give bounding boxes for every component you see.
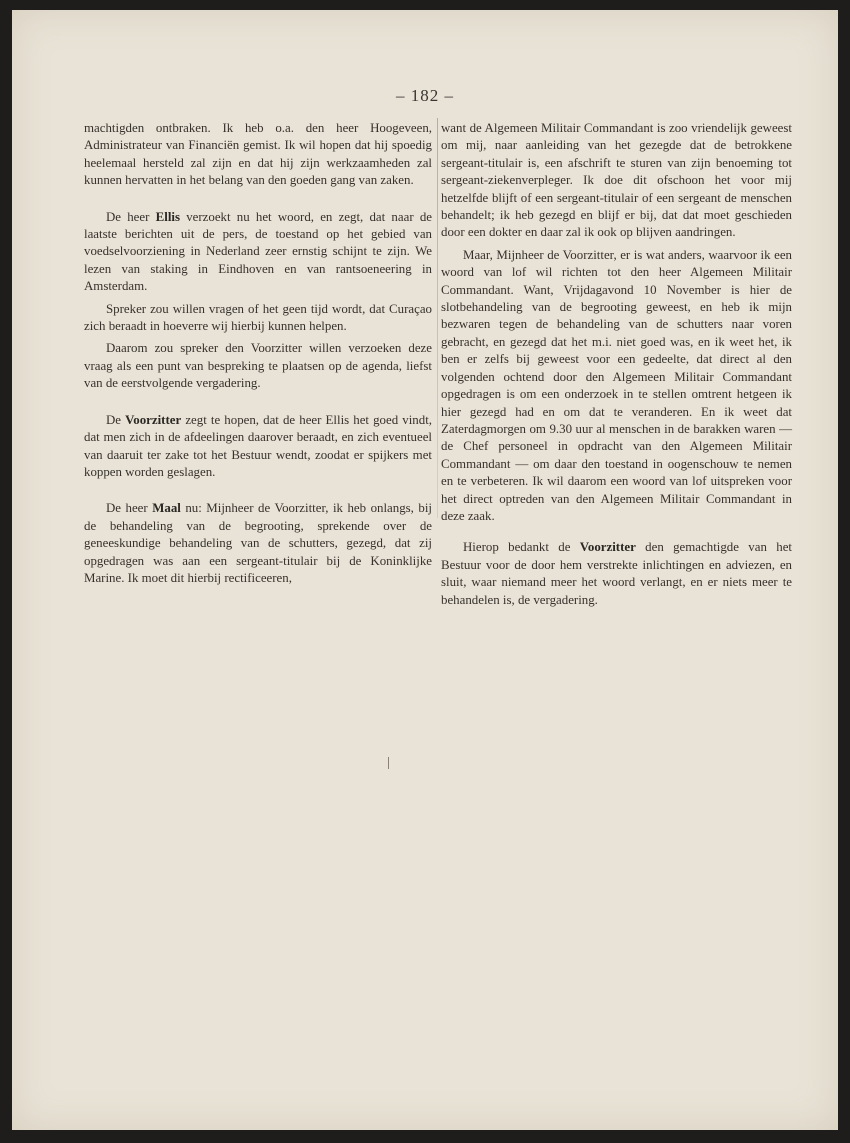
paragraph-text: den gemachtigde van het Bestuur voor de door hem verstrekte inlichtingen en adviezen, en sluit, waar niemand meer het woord verlangt, en er niets meer te behandelen is, de vergadering. <box>441 540 792 607</box>
page-number: – 182 – <box>396 86 454 105</box>
paragraph-text: nu: Mijnheer de Voorzitter, ik heb onlangs, bij de behandeling van de begrooting, sprekende over de geneeskundige behandeling van de schutters, gezegd, dat zij opgedragen was aan een sergeant-titulair bij de Koninklijke Marine. Ik moet dit hierbij rectificeeren, <box>84 501 432 585</box>
paragraph-agenda: Daarom zou spreker den Voorzitter willen verzoeken deze vraag als een punt van bespreking te plaatsen op de agenda, liefst van de eerstvolgende vergadering. <box>84 341 432 391</box>
paragraph-text: verzoekt nu het woord, en zegt, dat naar de laatste berichten uit de pers, de toestand op het gebied van voedselvoorziening in Nederland zeer ernstig schijnt te zijn. We lezen van staking in Eindhoven en van rantsoeneering in Amsterdam. <box>84 209 432 294</box>
paragraph-ellis-request <box>84 209 432 296</box>
speaker-name-voorzitter: Voorzitter <box>579 540 636 555</box>
right-column <box>441 120 792 609</box>
speaker-prefix: De heer <box>106 209 156 224</box>
paragraph-closing <box>441 539 792 609</box>
paragraph-commandant: want de Algemeen Militair Commandant is zoo vriendelijk geweest om mij, naar aanleiding van het gezegde dat de betrokkene sergeant-titulair is, een afschrift te sturen van zijn benoeming tot sergeant-ziekenverpleger. Ik doe dit ofschoon het voor mij hetzelfde blijft of een sergeant-titulair of een sergeant de menschen behandelt; ik heb gezegd en blijf er bij, dat dat moet geschieden door een dokter en daar zal ik ook op blijven aandringen. <box>441 121 792 240</box>
speaker-prefix: Hierop bedankt de <box>463 540 580 555</box>
stray-mark <box>388 757 389 769</box>
paragraph-praise: Maar, Mijnheer de Voorzitter, er is wat anders, waarvoor ik een woord van lof wil richten tot den heer Algemeen Militair Commandant. Want, Vrijdagavond 10 November is hier de slotbehandeling van de begrooting geweest, en heb ik mijn bezwaren tegen de behandeling van de schutters naar voren gebracht, en gezegd dat het m.i. niet goed was, en ik weet het, ik ben er zelfs bij geweest voor een gedeelte, dat direct al den volgenden ochtend door den Algemeen Militair Commandant opgedragen is om een onderzoek in te stellen omtrent hetgeen ik hier gezegd had en om dat te veranderen. En ik weet dat Zaterdagmorgen om 9.30 uur al menschen in de barakken waren — de Chef personeel in opdracht van den Algemeen Militair Commandant — om daar den toestand in oogenschouw te nemen en te verbeteren. Ik wil daarom een woord van lof uitspreken voor het direct optreden van den Algemeen Militair Commandant in deze zaak. <box>441 247 792 523</box>
speaker-name-maal: Maal <box>152 501 181 516</box>
paragraph-hoogeveen: machtigden ontbraken. Ik heb o.a. den heer Hoogeveen, Administrateur van Financiën gemist. Ik wil hopen dat hij spoedig heelemaal hersteld zal zijn en dat hij zijn werkzaamheden zal kunnen hervatten in het belang van den goeden gang van zaken. <box>84 121 432 188</box>
speaker-prefix: De <box>106 412 126 427</box>
column-divider <box>437 118 438 518</box>
paragraph-voorzitter-reply <box>84 412 432 482</box>
left-column <box>84 120 432 587</box>
paragraph-text: zegt te hopen, dat de heer Ellis het goed vindt, dat men zich in de afdeelingen daarover beraadt, en zich eventueel van daaruit ter zake tot het Bestuur wendt, zoodat er spijkers met koppen worden geslagen. <box>84 412 432 479</box>
speaker-prefix: De heer <box>106 501 153 516</box>
speaker-name-ellis: Ellis <box>155 209 180 224</box>
speaker-name-voorzitter: Voorzitter <box>125 412 182 427</box>
paragraph-maal <box>84 500 432 587</box>
paragraph-curacao: Spreker zou willen vragen of het geen tijd wordt, dat Curaçao zich beraadt in hoeverre wij hierbij kunnen helpen. <box>84 301 432 334</box>
